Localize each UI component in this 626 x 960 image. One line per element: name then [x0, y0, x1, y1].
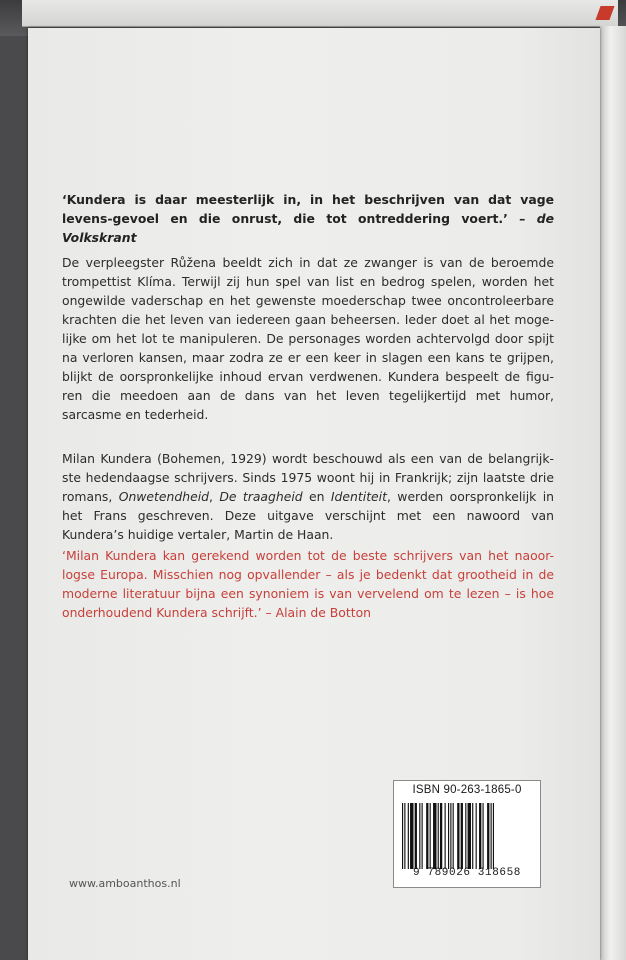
bookmark-ribbon — [595, 6, 614, 20]
publisher-website: www.amboanthos.nl — [69, 877, 181, 890]
book-title-onwetendheid: Onwetendheid — [118, 489, 210, 504]
barcode-bar — [445, 803, 446, 869]
barcode-bar — [468, 803, 471, 869]
book-title-identiteit: Identiteit — [330, 489, 387, 504]
barcode-bar — [419, 803, 420, 869]
barcode-bar — [440, 803, 442, 869]
second-book-edge — [22, 0, 618, 27]
quote-text: ‘Kundera is daar meesterlijk in, in het beschrijven van dat vage levens-gevoel en die onrust, die tot ontreddering voert.’ – — [62, 192, 554, 226]
barcode-bar — [430, 803, 431, 869]
barcode-bar — [422, 803, 423, 869]
barcode-bar — [465, 803, 466, 869]
author-bio-paragraph — [62, 449, 554, 544]
barcode-bar — [415, 803, 417, 869]
bio-separator-2: en — [302, 489, 331, 504]
barcode-bar — [491, 803, 492, 869]
press-quote-de-botton: ‘Milan Kundera kan gerekend worden tot de beste schrijvers van het naoor-logse Europa. Misschien nog opvallender – als je bedenkt dat grootheid in de moderne literatuur bijna een synoniem is van vervelend om te lezen – is hoe onderhoudend Kundera schrijft.’ – Alain de Botton — [62, 548, 554, 620]
bio-text-1: Milan Kundera (Bohemen, 1929) wordt beschouwd als een van de belangrijk-ste hedendaagse schrijvers. Sinds 1975 woont hij in Frankrijk; zijn laatste drie romans, — [62, 451, 554, 504]
isbn-barcode — [393, 780, 541, 888]
barcode-bar — [483, 803, 484, 869]
barcode-bar — [410, 803, 413, 869]
quote-source: de Volkskrant — [62, 211, 554, 245]
bio-text-2: , werden oorspronkelijk in het Frans geschreven. Deze uitgave verschijnt met een nawoord van Kundera’s huidige vertaler, Martin de Haan. — [62, 489, 554, 542]
bio-separator-1: , — [209, 489, 220, 504]
barcode-bar — [438, 803, 439, 869]
barcode-bar — [476, 803, 477, 869]
press-quote-volkskrant — [62, 190, 554, 247]
barcode-bar — [453, 803, 454, 869]
barcode-bar — [426, 803, 428, 869]
barcode-bar — [457, 803, 459, 869]
barcode-bar — [487, 803, 489, 869]
barcode-bar — [404, 803, 405, 869]
barcode-bar — [402, 803, 403, 869]
barcode-bars — [402, 803, 534, 869]
book-title-de-traagheid: De traagheid — [219, 489, 303, 504]
barcode-bar — [493, 803, 494, 869]
isbn-label: ISBN 90-263-1865-0 — [412, 784, 522, 796]
barcode-bar — [450, 803, 451, 869]
synopsis-paragraph: De verpleegster Růžena beeldt zich in dat ze zwanger is van de beroemde trompettist Klíma. Terwijl zij hun spel van list en bedrog spelen, worden het ongewilde vaderschap en het gewenste moederschap twee oncontroleerbare krachten die het leven van iedereen gaan beheersen. Ieder doet al het moge-lijke om het lot te manipuleren. De personages worden achtervolgd door spijt na verloren kansen, maar zodra ze er een keer in slagen een kans te grijpen, blijkt de oorspronkelijke inhoud ervan verdwenen. Kundera bespeelt de figu-ren die meedoen aan de dans van het leven tegelijkertijd met humor, sarcasme en tederheid. — [62, 255, 554, 422]
barcode-bar — [479, 803, 481, 869]
barcode-bar — [472, 803, 473, 869]
barcode-bar — [408, 803, 409, 869]
barcode-bar — [448, 803, 449, 869]
barcode-bar — [433, 803, 436, 869]
ean-number: 9 789026 318658 — [412, 867, 522, 879]
barcode-bar — [461, 803, 463, 869]
book-spine-edge — [600, 26, 626, 960]
